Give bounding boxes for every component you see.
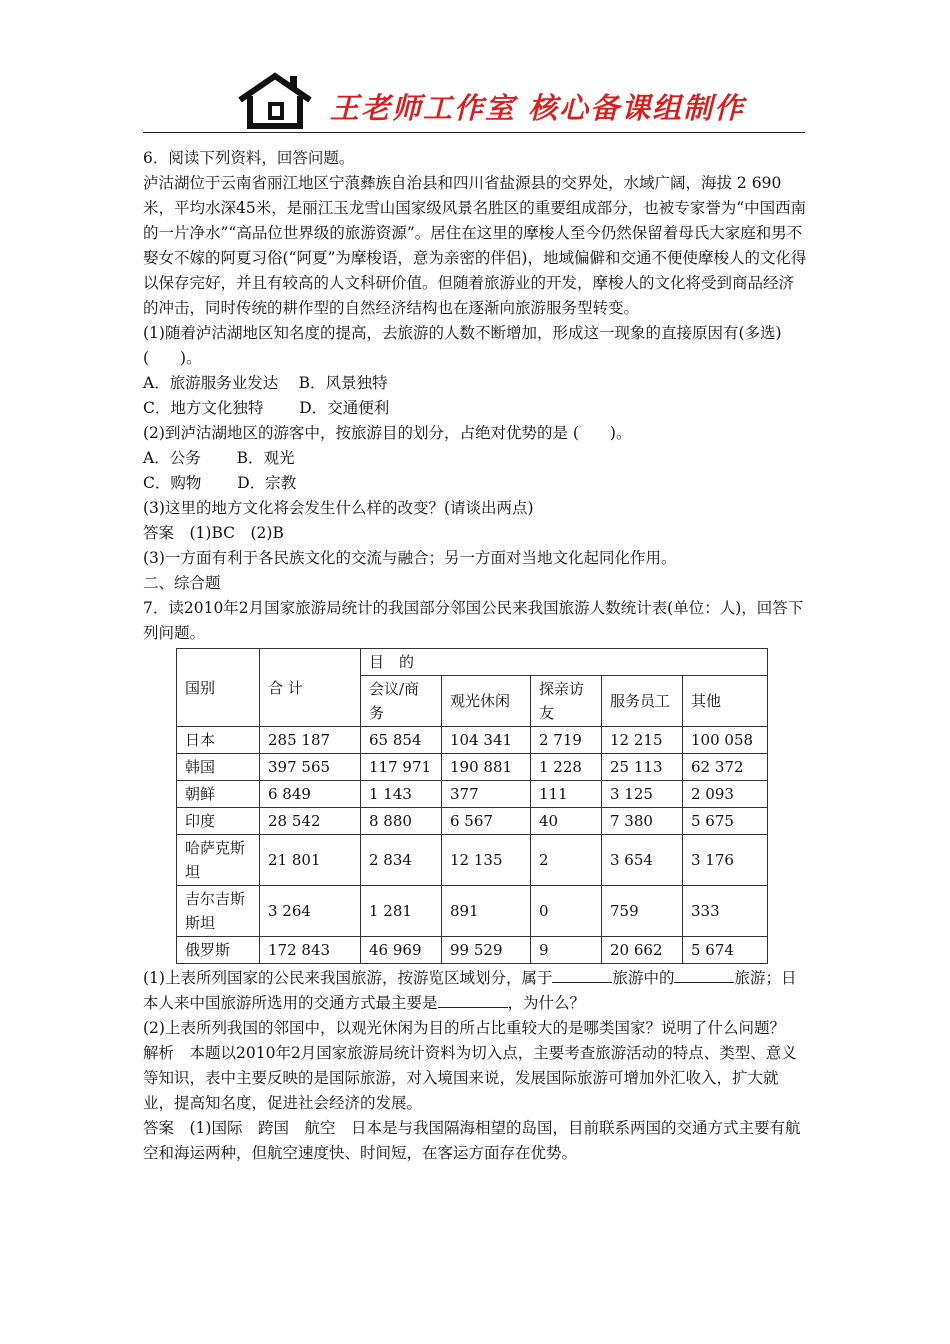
table-cell: 25 113 [602, 754, 683, 781]
table-cell: 285 187 [260, 727, 361, 754]
table-cell: 65 854 [361, 727, 442, 754]
table-row [177, 727, 768, 754]
table-cell: 3 125 [602, 781, 683, 808]
table-cell: 1 228 [531, 754, 602, 781]
answer-blank [552, 966, 612, 983]
q6-passage: 泸沽湖位于云南省丽江地区宁蒗彝族自治县和四川省盐源县的交界处，水域广阔，海拔 2 690米，平均水深45米，是丽江玉龙雪山国家级风景名胜区的重要组成部分，也被专家誉为“中国西南的一片净水”“高品位世界级的旅游资源”。居住在这里的摩梭人至今仍然保留着母氏大家庭和男不娶女不嫁的阿夏习俗(“阿夏”为摩梭语，意为亲密的伴侣)，地域偏僻和交通不便使摩梭人的文化得以保存完好，并且有较高的人文科研价值。但随着旅游业的开发，摩梭人的文化将受到商品经济的冲击，同时传统的耕作型的自然经济结构也在逐渐向旅游服务型转变。 [143, 174, 807, 317]
table-cell: 377 [442, 781, 531, 808]
subheader-cell: 其他 [683, 676, 768, 727]
table-cell: 9 [531, 937, 602, 964]
table-cell: 0 [531, 886, 602, 937]
brand-title: 王老师工作室 核心备课组制作 [330, 91, 746, 125]
table-cell: 40 [531, 808, 602, 835]
table-cell: 333 [683, 886, 768, 937]
table-cell: 7 380 [602, 808, 683, 835]
q6-sub1-option-row: C．地方文化独特 D．交通便利 [143, 399, 390, 417]
table-cell: 99 529 [442, 937, 531, 964]
subheader-cell: 探亲访友 [531, 676, 602, 727]
table-row [177, 754, 768, 781]
q7-answer: 答案 (1)国际 跨国 航空 日本是与我国隔海相望的岛国，目前联系两国的交通方式主要有航空和海运两种，但航空速度快、时间短，在客运方面存在优势。 [143, 1119, 801, 1162]
table-cell: 3 264 [260, 886, 361, 937]
table-cell: 100 058 [683, 727, 768, 754]
table-cell: 28 542 [260, 808, 361, 835]
table-row [177, 835, 768, 886]
table-cell: 2 093 [683, 781, 768, 808]
table-cell: 397 565 [260, 754, 361, 781]
table-cell: 1 281 [361, 886, 442, 937]
q6-sub2-option-row: C．购物 D．宗教 [143, 474, 297, 492]
q7-intro: 7．读2010年2月国家旅游局统计的我国部分邻国公民来我国旅游人数统计表(单位：人)，回答下列问题。 [143, 599, 804, 642]
table-cell: 3 654 [602, 835, 683, 886]
page-header [0, 0, 950, 140]
table-cell: 62 372 [683, 754, 768, 781]
q6-sub1: (1)随着泸沽湖地区知名度的提高，去旅游的人数不断增加，形成这一现象的直接原因有(多选) ( )。 [143, 324, 813, 367]
q6-title: 6．阅读下列资料，回答问题。 [143, 149, 355, 167]
table-row [177, 937, 768, 964]
table-cell: 2 719 [531, 727, 602, 754]
q7-sub2: (2)上表所列我国的邻国中，以观光休闲为目的所占比重较大的是哪类国家？说明了什么问题？ [143, 1019, 785, 1037]
table-cell: 46 969 [361, 937, 442, 964]
table-cell: 2 834 [361, 835, 442, 886]
table-cell: 172 843 [260, 937, 361, 964]
q6-sub1-option-row: A．旅游服务业发达 B．风景独特 [143, 374, 388, 392]
section-heading: 二、综合题 [143, 574, 221, 592]
subheader-cell: 观光休闲 [442, 676, 531, 727]
q7-analysis: 解析 本题以2010年2月国家旅游局统计资料为切入点，主要考查旅游活动的特点、类型、意义等知识，表中主要反映的是国际旅游，对入境国来说，发展国际旅游可增加外汇收入，扩大就业，提高知名度，促进社会经济的发展。 [143, 1044, 797, 1112]
table-cell: 日本 [177, 727, 260, 754]
q7-sub1 [143, 966, 808, 1016]
table-cell: 哈萨克斯坦 [177, 835, 260, 886]
table-cell: 2 [531, 835, 602, 886]
table-cell: 印度 [177, 808, 260, 835]
header-rule [143, 132, 805, 133]
header-purpose: 目 的 [361, 649, 768, 676]
table-cell: 3 176 [683, 835, 768, 886]
table-cell: 12 215 [602, 727, 683, 754]
table-cell: 759 [602, 886, 683, 937]
table-row [177, 886, 768, 937]
q6-sub3: (3)这里的地方文化将会发生什么样的改变？(请谈出两点) [143, 499, 534, 517]
table-cell: 117 971 [361, 754, 442, 781]
q6-answer3: (3)一方面有利于各民族文化的交流与融合；另一方面对当地文化起同化作用。 [143, 549, 677, 567]
house-icon [236, 72, 314, 130]
table-cell: 104 341 [442, 727, 531, 754]
q7-sub1-text: 旅游中的 [612, 969, 675, 987]
table-header-row [177, 649, 768, 676]
subheader-cell: 服务员工 [602, 676, 683, 727]
header-total: 合 计 [260, 649, 361, 727]
q7-sub1-text: 旅游；日本人来中国旅游所选用的交通方式最主要是 [143, 969, 797, 1012]
q6-answer: 答案 (1)BC (2)B [143, 524, 284, 542]
table-cell: 20 662 [602, 937, 683, 964]
tourism-table [176, 648, 768, 964]
answer-blank [438, 991, 508, 1008]
table-cell: 吉尔吉斯斯坦 [177, 886, 260, 937]
table-cell: 5 674 [683, 937, 768, 964]
document-body [143, 146, 813, 1166]
table-row [177, 781, 768, 808]
table-cell: 891 [442, 886, 531, 937]
table-cell: 1 143 [361, 781, 442, 808]
answer-blank [674, 966, 734, 983]
table-cell: 12 135 [442, 835, 531, 886]
table-cell: 190 881 [442, 754, 531, 781]
header-country: 国别 [177, 649, 260, 727]
subheader-cell: 会议/商务 [361, 676, 442, 727]
table-cell: 111 [531, 781, 602, 808]
table-cell: 8 880 [361, 808, 442, 835]
table-cell: 6 567 [442, 808, 531, 835]
table-cell: 21 801 [260, 835, 361, 886]
table-cell: 俄罗斯 [177, 937, 260, 964]
table-cell: 6 849 [260, 781, 361, 808]
table-cell: 朝鲜 [177, 781, 260, 808]
q7-sub1-text: (1)上表所列国家的公民来我国旅游，按游览区域划分，属于 [143, 969, 553, 987]
table-cell: 韩国 [177, 754, 260, 781]
table-row [177, 808, 768, 835]
table-cell: 5 675 [683, 808, 768, 835]
q6-sub2: (2)到泸沽湖地区的游客中，按旅游目的划分，占绝对优势的是 ( )。 [143, 424, 632, 442]
q7-sub1-text: ，为什么？ [507, 994, 586, 1012]
q6-sub2-option-row: A．公务 B．观光 [143, 449, 295, 467]
